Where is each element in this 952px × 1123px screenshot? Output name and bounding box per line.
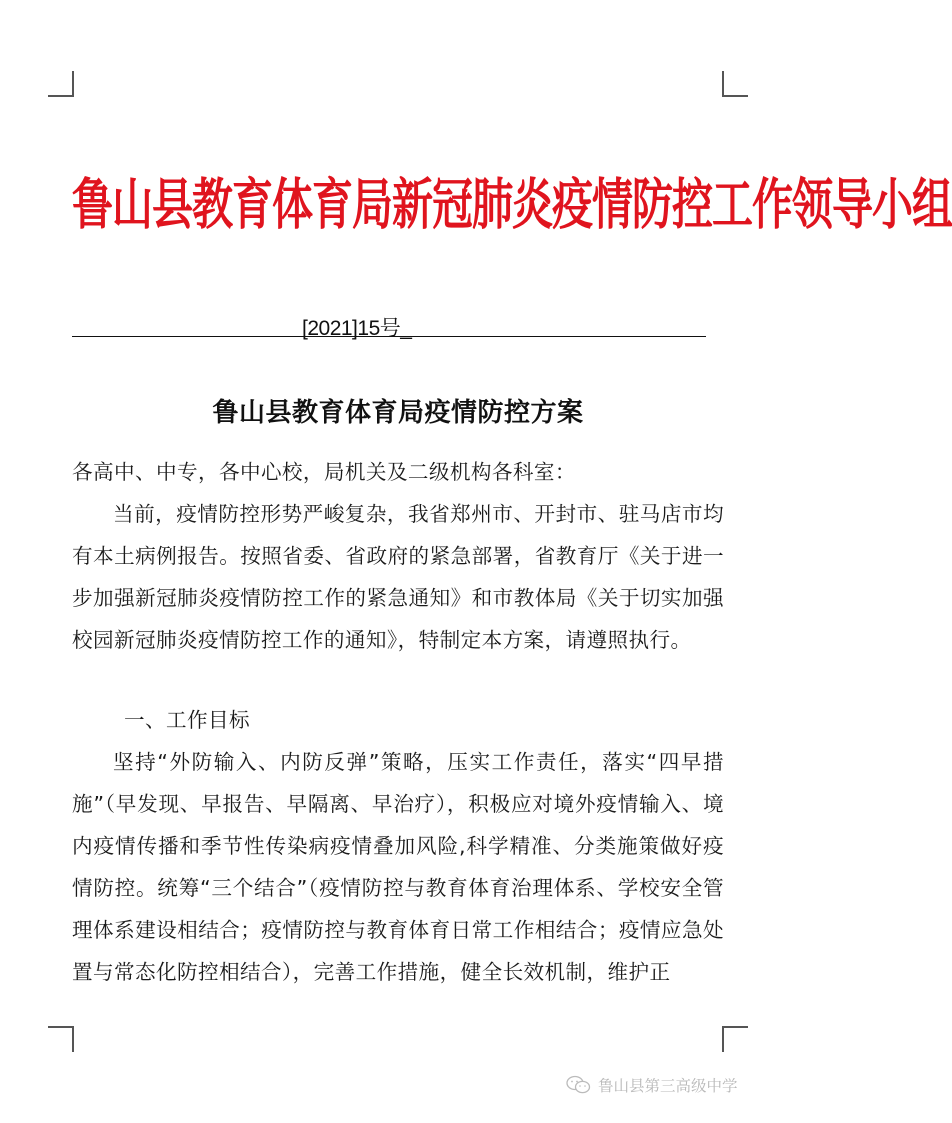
document-number: [2021]15号_ — [302, 317, 412, 340]
crop-mark-bottom-left — [48, 1026, 74, 1052]
crop-mark-top-left — [48, 71, 74, 97]
section-heading-work-goals: 一、工作目标 — [124, 708, 250, 732]
paragraph-work-goals: 坚持“外防输入、内防反弹”策略，压实工作责任，落实“四早措施”（早发现、早报告、早隔离、早治疗），积极应对境外疫情输入、境内疫情传播和季节性传染病疫情叠加风险,科学精准、分类施策做好疫情防控。统筹“三个结合”（疫情防控与教育体育治理体系、学校安全管理体系建设相结合；疫情防控与教育体育日常工作相结合；疫情应急处置与常态化防控相结合），完善工作措施，健全长效机制，维护正 — [72, 750, 724, 984]
issuing-organization-header: 鲁山县教育体育局新冠肺炎疫情防控工作领导小组 — [72, 172, 952, 237]
watermark-account-name: 鲁山县第三高级中学 — [598, 1077, 738, 1095]
salutation: 各高中、中专，各中心校，局机关及二级机构各科室： — [72, 460, 576, 484]
crop-mark-bottom-right — [722, 1026, 748, 1052]
document-title: 鲁山县教育体育局疫情防控方案 — [212, 398, 584, 428]
wechat-icon — [566, 1075, 592, 1095]
crop-mark-top-right — [722, 71, 748, 97]
source-watermark — [566, 1074, 738, 1096]
paragraph-intro: 当前，疫情防控形势严峻复杂，我省郑州市、开封市、驻马店市均有本土病例报告。按照省委、省政府的紧急部署，省教育厅《关于进一步加强新冠肺炎疫情防控工作的紧急通知》和市教体局《关于切实加强校园新冠肺炎疫情防控工作的通知》，特制定本方案，请遵照执行。 — [72, 502, 724, 652]
